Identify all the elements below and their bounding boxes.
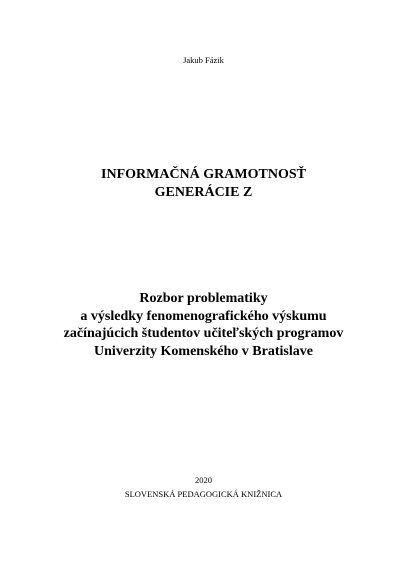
publisher-name: SLOVENSKÁ PEDAGOGICKÁ KNIŽNICA (124, 489, 283, 499)
book-title-line-1: INFORMAČNÁ GRAMOTNOSŤ (101, 167, 306, 182)
book-subtitle-line-4: Univerzity Komenského v Bratislave (94, 343, 313, 359)
book-title-line-2: GENERÁCIE Z (154, 185, 253, 200)
author-name: Jakub Fázik (183, 55, 224, 65)
book-title (0, 166, 407, 202)
publication-year: 2020 (195, 475, 212, 485)
book-subtitle-line-2: a výsledky fenomenografického výskumu (80, 308, 327, 324)
book-subtitle-line-1: Rozbor problematiky (139, 291, 268, 306)
book-subtitle-line-3: začínajúcich študentov učiteľských programov (63, 326, 344, 341)
book-subtitle (0, 290, 407, 360)
